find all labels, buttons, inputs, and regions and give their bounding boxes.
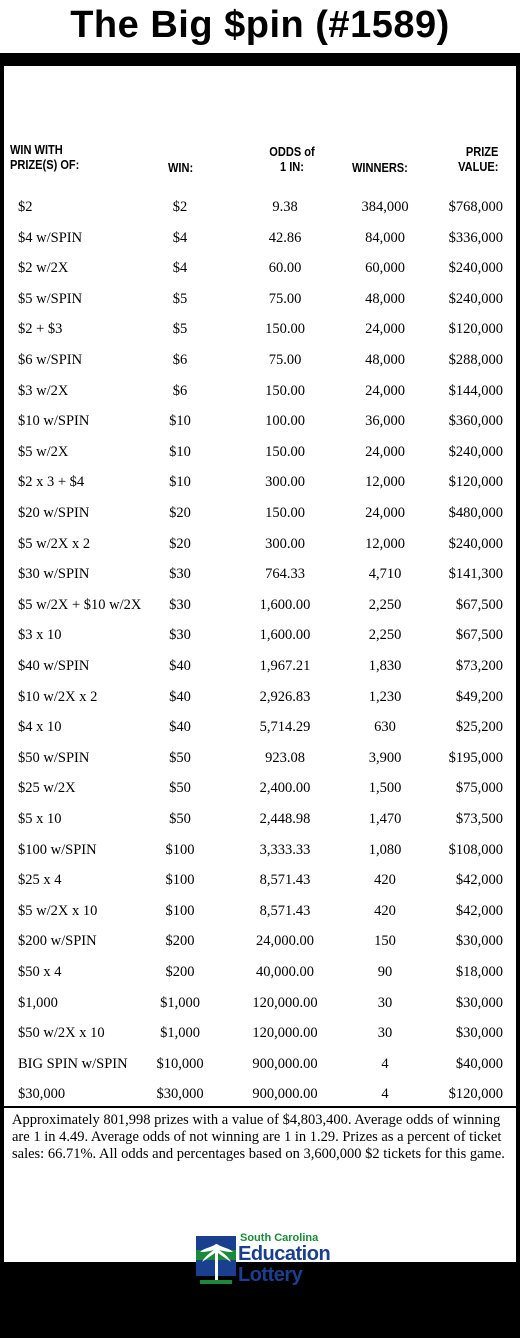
cell-prize-value: $240,000 xyxy=(448,290,503,307)
logo-line-2: Education xyxy=(238,1243,331,1265)
cell-odds: 75.00 xyxy=(268,290,302,307)
table-row xyxy=(0,773,520,803)
cell-prize-of: $5 w/2X x 2 xyxy=(18,535,91,552)
cell-prize-of: $25 w/2X xyxy=(18,780,76,797)
divider xyxy=(4,1106,516,1108)
cell-prize-value: $240,000 xyxy=(448,260,503,277)
cell-prize-value: $49,200 xyxy=(455,688,503,705)
cell-winners: 4,710 xyxy=(368,566,402,583)
cell-win: $30,000 xyxy=(156,1086,204,1103)
cell-prize-value: $67,500 xyxy=(455,596,503,613)
cell-winners: 60,000 xyxy=(365,260,405,277)
cell-prize-of: $3 w/2X xyxy=(18,382,69,399)
cell-winners: 4 xyxy=(381,1086,389,1103)
cell-prize-of: $25 x 4 xyxy=(18,872,62,889)
cell-odds: 1,600.00 xyxy=(259,627,311,644)
cell-prize-value: $240,000 xyxy=(448,443,503,460)
table-row xyxy=(0,559,520,589)
cell-win: $40 xyxy=(169,658,191,674)
cell-win: $50 xyxy=(169,749,191,766)
cell-odds: 75.00 xyxy=(268,352,302,368)
cell-prize-value: $336,000 xyxy=(448,229,503,246)
cell-win: $6 xyxy=(172,352,188,368)
cell-prize-value: $67,500 xyxy=(455,627,503,644)
cell-prize-value: $240,000 xyxy=(448,535,503,552)
cell-win: $10 xyxy=(169,474,191,491)
cell-win: $4 xyxy=(172,229,188,246)
cell-prize-of: $1,000 xyxy=(18,994,58,1011)
cell-prize-of: $50 w/2X x 10 xyxy=(18,1025,105,1042)
cell-prize-of: $10 w/SPIN xyxy=(18,413,90,430)
table-row xyxy=(0,651,520,681)
header-prize-value: PRIZE VALUE: xyxy=(457,144,498,174)
table-row xyxy=(0,804,520,834)
cell-prize-value: $120,000 xyxy=(448,474,503,491)
cell-prize-of: $40 w/SPIN xyxy=(18,658,90,674)
cell-prize-of: $200 w/SPIN xyxy=(18,933,97,950)
cell-winners: 30 xyxy=(377,994,393,1011)
cell-prize-value: $30,000 xyxy=(455,933,503,950)
cell-odds: 150.00 xyxy=(265,321,305,338)
cell-winners: 24,000 xyxy=(365,321,405,338)
cell-odds: 764.33 xyxy=(265,566,305,583)
cell-prize-of: $2 + $3 xyxy=(18,321,63,338)
palmetto-logo-icon xyxy=(196,1232,236,1290)
cell-winners: 1,500 xyxy=(368,780,402,797)
cell-odds: 2,448.98 xyxy=(259,811,311,827)
cell-odds: 923.08 xyxy=(265,749,305,766)
cell-prize-value: $195,000 xyxy=(448,749,503,766)
table-row xyxy=(0,926,520,956)
cell-prize-value: $108,000 xyxy=(448,841,503,858)
header-winners: WINNERS: xyxy=(352,160,408,175)
cell-odds: 150.00 xyxy=(265,382,305,399)
cell-win: $50 xyxy=(169,780,191,797)
logo-line-3: Lottery xyxy=(238,1264,303,1286)
cell-win: $200 xyxy=(165,964,195,980)
cell-prize-value: $120,000 xyxy=(448,1086,503,1103)
cell-prize-of: $50 x 4 xyxy=(18,964,62,980)
cell-odds: 3,333.33 xyxy=(259,841,311,858)
cell-odds: 150.00 xyxy=(265,505,305,521)
table-row xyxy=(0,835,520,865)
cell-prize-value: $141,300 xyxy=(448,566,503,583)
cell-winners: 48,000 xyxy=(365,352,405,368)
cell-odds: 1,967.21 xyxy=(259,658,311,674)
table-row xyxy=(0,1049,520,1079)
table-row xyxy=(0,590,520,620)
cell-prize-of: $3 x 10 xyxy=(18,627,62,644)
cell-prize-value: $288,000 xyxy=(448,352,503,368)
cell-win: $100 xyxy=(165,872,195,889)
cell-prize-value: $25,200 xyxy=(455,719,503,736)
cell-prize-of: $6 w/SPIN xyxy=(18,352,83,368)
cell-winners: 90 xyxy=(377,964,393,980)
cell-odds: 2,400.00 xyxy=(259,780,311,797)
cell-prize-of: $2 x 3 + $4 xyxy=(18,474,85,491)
cell-win: $10,000 xyxy=(156,1055,204,1072)
cell-winners: 384,000 xyxy=(361,199,409,215)
cell-win: $6 xyxy=(172,382,188,399)
cell-win: $1,000 xyxy=(160,994,200,1011)
table-row xyxy=(0,988,520,1018)
summary-text: Approximately 801,998 prizes with a value of $4,803,400. Average odds of winning are 1 in 4.49. Average odds of not winning are 1 in 1.29. Prizes as a percent of ticket sales: 66.71%. All odds and percentages based on 3,600,000 $2 tickets for this game. xyxy=(12,1112,505,1162)
cell-win: $20 xyxy=(169,505,191,521)
cell-odds: 60.00 xyxy=(268,260,302,277)
cell-prize-of: $4 x 10 xyxy=(18,719,62,736)
cell-winners: 36,000 xyxy=(365,413,405,430)
table-row xyxy=(0,253,520,283)
table-row xyxy=(0,345,520,375)
table-row xyxy=(0,437,520,467)
cell-prize-of: $5 w/2X xyxy=(18,443,69,460)
cell-odds: 300.00 xyxy=(265,474,305,491)
cell-prize-value: $40,000 xyxy=(455,1055,503,1072)
cell-odds: 150.00 xyxy=(265,443,305,460)
cell-win: $100 xyxy=(165,902,195,919)
cell-winners: 630 xyxy=(374,719,396,736)
table-row xyxy=(0,620,520,650)
cell-winners: 1,080 xyxy=(368,841,402,858)
cell-prize-of: $20 w/SPIN xyxy=(18,505,90,521)
table-row xyxy=(0,865,520,895)
cell-odds: 1,600.00 xyxy=(259,596,311,613)
header-odds: ODDS of 1 IN: xyxy=(269,144,315,174)
table-row xyxy=(0,896,520,926)
cell-winners: 420 xyxy=(374,872,396,889)
cell-win: $10 xyxy=(169,443,191,460)
cell-odds: 120,000.00 xyxy=(252,994,318,1011)
table-row xyxy=(0,223,520,253)
cell-prize-value: $480,000 xyxy=(448,505,503,521)
cell-win: $5 xyxy=(172,290,188,307)
cell-win: $200 xyxy=(165,933,195,950)
cell-win: $40 xyxy=(169,688,191,705)
table-row xyxy=(0,712,520,742)
cell-winners: 1,470 xyxy=(368,811,402,827)
table-row xyxy=(0,1018,520,1048)
cell-winners: 24,000 xyxy=(365,505,405,521)
cell-prize-of: $4 w/SPIN xyxy=(18,229,83,246)
cell-prize-of: BIG SPIN w/SPIN xyxy=(18,1055,128,1072)
cell-odds: 120,000.00 xyxy=(252,1025,318,1042)
cell-odds: 40,000.00 xyxy=(256,964,314,980)
cell-prize-value: $144,000 xyxy=(448,382,503,399)
cell-win: $2 xyxy=(172,199,188,215)
table-row xyxy=(0,467,520,497)
logo-line-1: South Carolina xyxy=(240,1232,319,1244)
cell-prize-value: $42,000 xyxy=(455,902,503,919)
cell-win: $4 xyxy=(172,260,188,277)
cell-prize-of: $100 w/SPIN xyxy=(18,841,97,858)
page-title: The Big $pin (#1589) xyxy=(70,4,450,46)
cell-winners: 84,000 xyxy=(365,229,405,246)
cell-prize-value: $73,200 xyxy=(455,658,503,674)
cell-winners: 24,000 xyxy=(365,382,405,399)
header-prize-of: WIN WITH PRIZE(S) OF: xyxy=(10,142,80,172)
cell-winners: 12,000 xyxy=(365,474,405,491)
cell-winners: 30 xyxy=(377,1025,393,1042)
cell-prize-of: $30 w/SPIN xyxy=(18,566,90,583)
table-row xyxy=(0,529,520,559)
cell-prize-of: $2 w/2X xyxy=(18,260,69,277)
cell-odds: 42.86 xyxy=(268,229,302,246)
cell-prize-value: $42,000 xyxy=(455,872,503,889)
cell-winners: 420 xyxy=(374,902,396,919)
table-row xyxy=(0,406,520,436)
cell-prize-value: $30,000 xyxy=(455,994,503,1011)
cell-odds: 9.38 xyxy=(272,199,298,215)
cell-prize-of: $30,000 xyxy=(18,1086,66,1103)
cell-prize-of: $10 w/2X x 2 xyxy=(18,688,98,705)
cell-winners: 2,250 xyxy=(368,627,402,644)
cell-odds: 900,000.00 xyxy=(252,1055,318,1072)
table-row xyxy=(0,682,520,712)
sc-education-lottery-logo xyxy=(196,1232,356,1294)
cell-odds: 24,000.00 xyxy=(256,933,314,950)
cell-prize-value: $30,000 xyxy=(455,1025,503,1042)
cell-winners: 1,230 xyxy=(368,688,402,705)
cell-win: $10 xyxy=(169,413,191,430)
cell-odds: 100.00 xyxy=(265,413,305,430)
cell-odds: 900,000.00 xyxy=(252,1086,318,1103)
cell-prize-value: $73,500 xyxy=(455,811,503,827)
cell-prize-of: $2 xyxy=(18,199,33,215)
table-row xyxy=(0,957,520,987)
cell-prize-of: $5 w/2X + $10 w/2X xyxy=(18,596,142,613)
cell-prize-value: $75,000 xyxy=(455,780,503,797)
cell-prize-value: $360,000 xyxy=(448,413,503,430)
table-row xyxy=(0,192,520,222)
cell-odds: 8,571.43 xyxy=(259,872,311,889)
cell-odds: 300.00 xyxy=(265,535,305,552)
cell-odds: 8,571.43 xyxy=(259,902,311,919)
cell-winners: 1,830 xyxy=(368,658,402,674)
cell-prize-of: $5 w/SPIN xyxy=(18,290,83,307)
cell-prize-value: $18,000 xyxy=(455,964,503,980)
cell-prize-of: $5 w/2X x 10 xyxy=(18,902,98,919)
table-row xyxy=(0,743,520,773)
table-row xyxy=(0,314,520,344)
cell-winners: 2,250 xyxy=(368,596,402,613)
header-win: WIN: xyxy=(168,160,194,175)
cell-winners: 12,000 xyxy=(365,535,405,552)
table-row xyxy=(0,498,520,528)
cell-win: $5 xyxy=(172,321,188,338)
cell-winners: 48,000 xyxy=(365,290,405,307)
cell-prize-value: $120,000 xyxy=(448,321,503,338)
table-row xyxy=(0,1079,520,1109)
cell-win: $40 xyxy=(169,719,191,736)
cell-winners: 4 xyxy=(381,1055,389,1072)
table-row xyxy=(0,284,520,314)
cell-win: $30 xyxy=(169,627,191,644)
cell-prize-of: $5 x 10 xyxy=(18,811,62,827)
cell-win: $100 xyxy=(165,841,195,858)
cell-winners: 24,000 xyxy=(365,443,405,460)
cell-prize-of: $50 w/SPIN xyxy=(18,749,90,766)
cell-win: $20 xyxy=(169,535,191,552)
cell-win: $50 xyxy=(169,811,191,827)
cell-win: $30 xyxy=(169,596,191,613)
cell-winners: 150 xyxy=(374,933,396,950)
cell-winners: 3,900 xyxy=(368,749,402,766)
cell-win: $30 xyxy=(169,566,191,583)
cell-odds: 5,714.29 xyxy=(259,719,311,736)
cell-win: $1,000 xyxy=(160,1025,200,1042)
cell-prize-value: $768,000 xyxy=(448,199,503,215)
table-row xyxy=(0,376,520,406)
cell-odds: 2,926.83 xyxy=(259,688,311,705)
